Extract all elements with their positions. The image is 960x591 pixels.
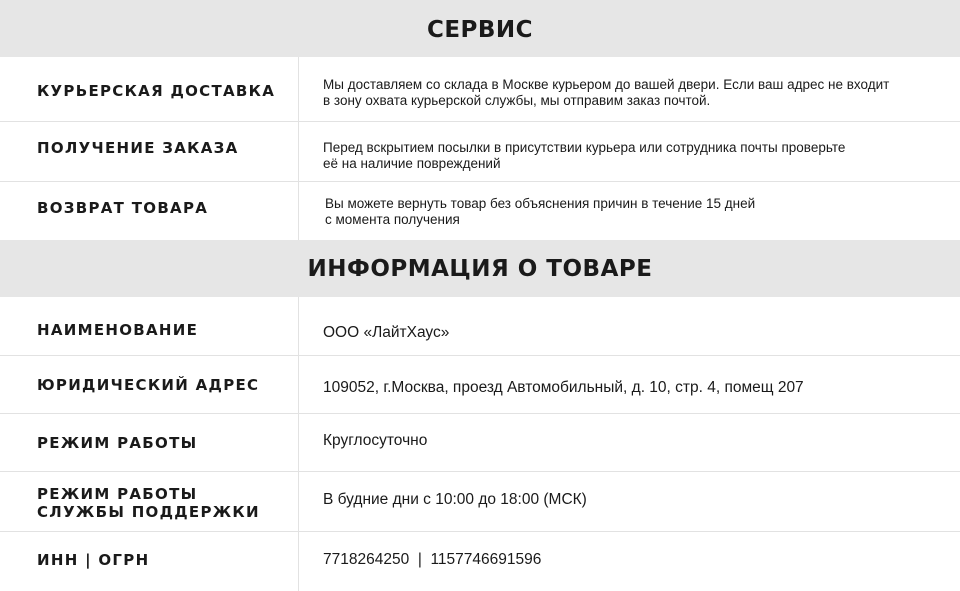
product-info-section-title: ИНФОРМАЦИЯ О ТОВАРЕ bbox=[0, 240, 960, 297]
row-label-line: СЛУЖБЫ ПОДДЕРЖКИ bbox=[37, 503, 260, 521]
row-label: КУРЬЕРСКАЯ ДОСТАВКА bbox=[37, 82, 276, 100]
row-label: НАИМЕНОВАНИЕ bbox=[37, 321, 199, 339]
column-divider bbox=[298, 356, 299, 413]
column-divider bbox=[298, 472, 299, 531]
row-value-line: Мы доставляем со склада в Москве курьером до вашей двери. Если ваш адрес не входит bbox=[323, 77, 890, 92]
row-value: В будние дни с 10:00 до 18:00 (МСК) bbox=[323, 491, 587, 508]
column-divider bbox=[298, 182, 299, 240]
service-section-title: СЕРВИС bbox=[0, 0, 960, 57]
info-row-name bbox=[0, 297, 960, 356]
column-divider bbox=[298, 57, 299, 121]
row-label: РЕЖИМ РАБОТЫ bbox=[37, 434, 198, 452]
row-value bbox=[323, 140, 943, 172]
row-label: ЮРИДИЧЕСКИЙ АДРЕС bbox=[37, 376, 260, 394]
column-divider bbox=[298, 297, 299, 355]
service-row-return bbox=[0, 182, 960, 240]
row-value-line: Вы можете вернуть товар без объяснения причин в течение 15 дней bbox=[325, 196, 756, 211]
row-label: ВОЗВРАТ ТОВАРА bbox=[37, 199, 209, 217]
service-row-courier-delivery bbox=[0, 57, 960, 122]
row-label: ИНН | ОГРН bbox=[37, 551, 150, 569]
info-row-inn-ogrn bbox=[0, 532, 960, 591]
column-divider bbox=[298, 532, 299, 591]
row-value: 7718264250 | 1157746691596 bbox=[323, 551, 542, 568]
row-value: 109052, г.Москва, проезд Автомобильный, д. 10, стр. 4, помещ 207 bbox=[323, 379, 804, 396]
row-value-line: с момента получения bbox=[325, 212, 460, 227]
row-label: ПОЛУЧЕНИЕ ЗАКАЗА bbox=[37, 139, 239, 157]
row-label-line: РЕЖИМ РАБОТЫ bbox=[37, 485, 198, 503]
row-label bbox=[37, 485, 260, 521]
column-divider bbox=[298, 122, 299, 181]
column-divider bbox=[298, 414, 299, 471]
info-row-legal-address bbox=[0, 356, 960, 414]
row-value-line: Перед вскрытием посылки в присутствии курьера или сотрудника почты проверьте bbox=[323, 140, 846, 155]
info-row-working-hours bbox=[0, 414, 960, 472]
row-value bbox=[323, 77, 943, 109]
row-value bbox=[325, 196, 945, 228]
row-value: ООО «ЛайтХаус» bbox=[323, 324, 450, 341]
service-row-order-receipt bbox=[0, 122, 960, 182]
row-value-line: в зону охвата курьерской службы, мы отправим заказ почтой. bbox=[323, 93, 711, 108]
row-value-line: её на наличие повреждений bbox=[323, 156, 501, 171]
row-value: Круглосуточно bbox=[323, 432, 428, 449]
info-row-support-hours bbox=[0, 472, 960, 532]
